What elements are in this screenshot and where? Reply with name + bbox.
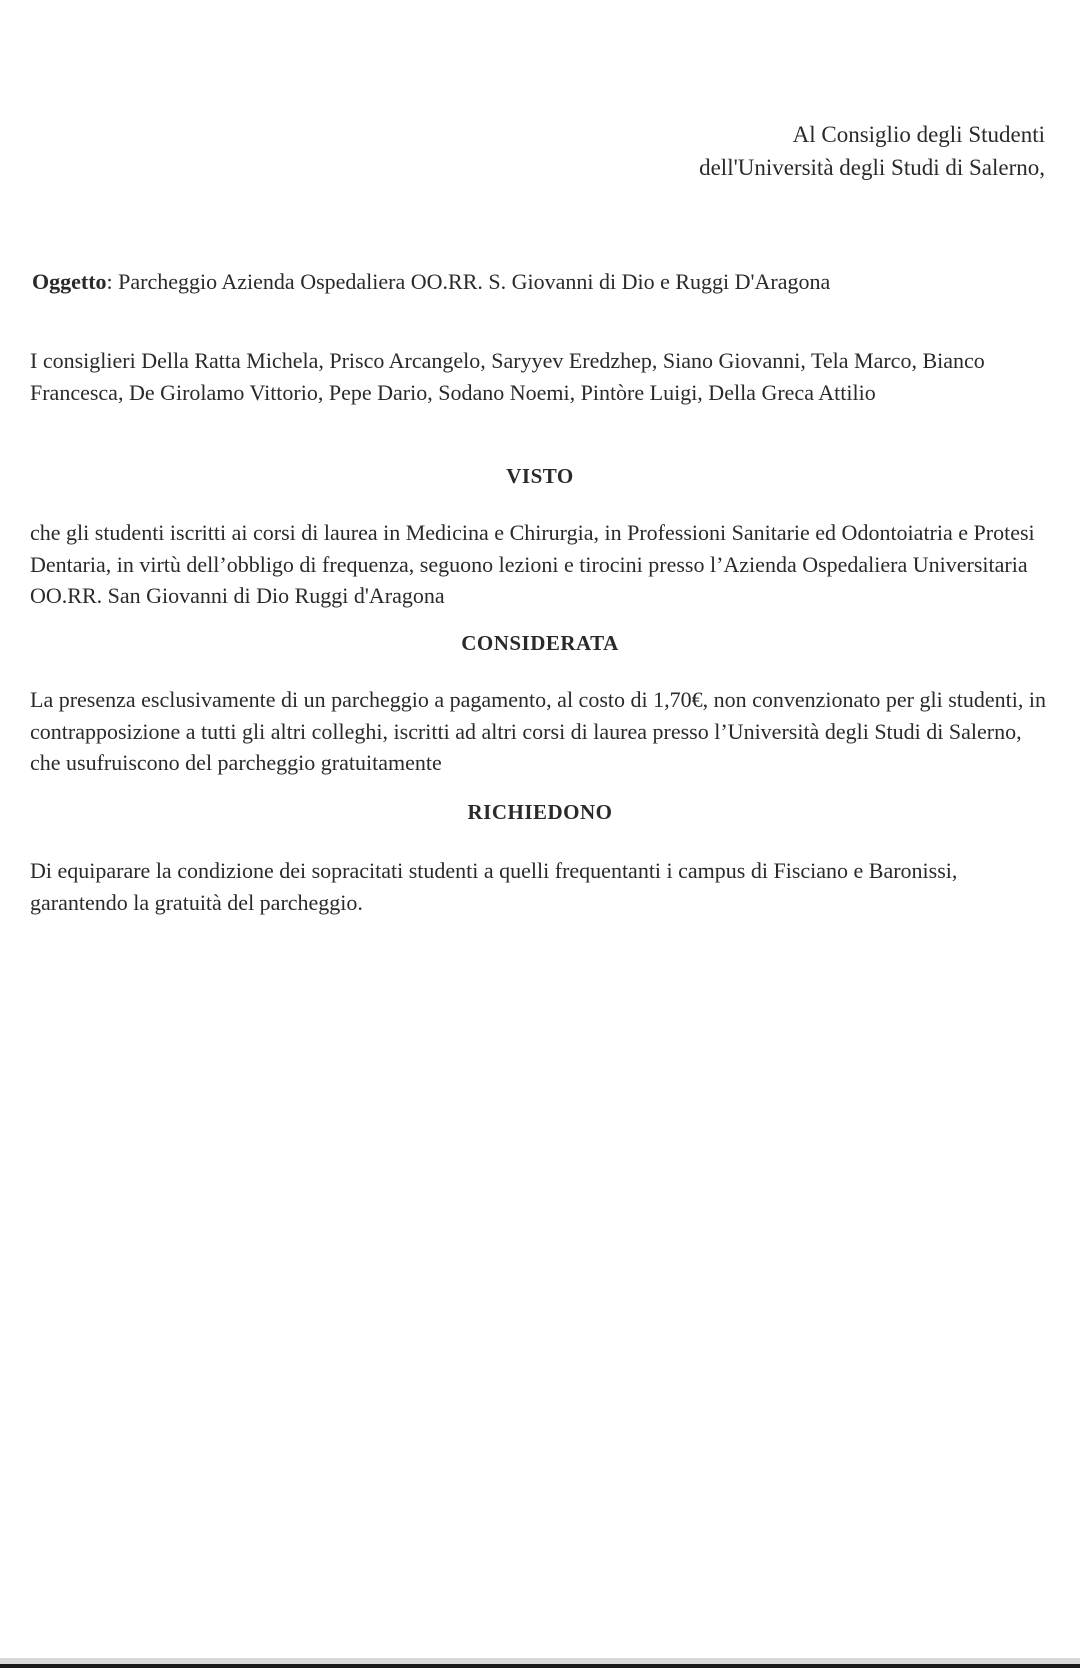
section-text-visto: che gli studenti iscritti ai corsi di laurea in Medicina e Chirurgia, in Professioni Sanitarie ed Odontoiatria e Protesi Dentaria, in virtù dell’obbligo di frequenza, seguono lezioni e tirocini presso l’Azienda Ospedaliera Universitaria OO.RR. San Giovanni di Dio Ruggi d'Aragona	[30, 520, 1035, 608]
section-heading-considerata: CONSIDERATA	[461, 631, 619, 655]
councillors-paragraph: I consiglieri Della Ratta Michela, Prisco Arcangelo, Saryyev Eredzhep, Siano Giovanni, Tela Marco, Bianco Francesca, De Girolamo Vittorio, Pepe Dario, Sodano Noemi, Pintòre Luigi, Della Greca Attilio	[30, 348, 985, 405]
addressee-line-1: Al Consiglio degli Studenti	[792, 122, 1045, 147]
section-heading-visto: VISTO	[506, 464, 574, 488]
section-heading-richiedono: RICHIEDONO	[467, 800, 613, 824]
section-text-richiedono: Di equiparare la condizione dei sopracitati studenti a quelli frequentanti i campus di Fisciano e Baronissi, garantendo la gratuità del parcheggio.	[30, 858, 958, 915]
section-text-considerata: La presenza esclusivamente di un parcheggio a pagamento, al costo di 1,70€, non convenzionato per gli studenti, in contrapposizione a tutti gli altri colleghi, iscritti ad altri corsi di laurea presso l’Università degli Studi di Salerno, che usufruiscono del parcheggio gratuitamente	[30, 687, 1046, 775]
subject-label: Oggetto	[32, 269, 107, 294]
addressee-line-2: dell'Università degli Studi di Salerno,	[699, 155, 1045, 180]
subject-line	[32, 268, 830, 296]
subject-text: : Parcheggio Azienda Ospedaliera OO.RR. S. Giovanni di Dio e Ruggi D'Aragona	[106, 269, 831, 294]
scan-edge-line	[0, 1664, 1080, 1668]
addressee-block	[699, 118, 1045, 184]
